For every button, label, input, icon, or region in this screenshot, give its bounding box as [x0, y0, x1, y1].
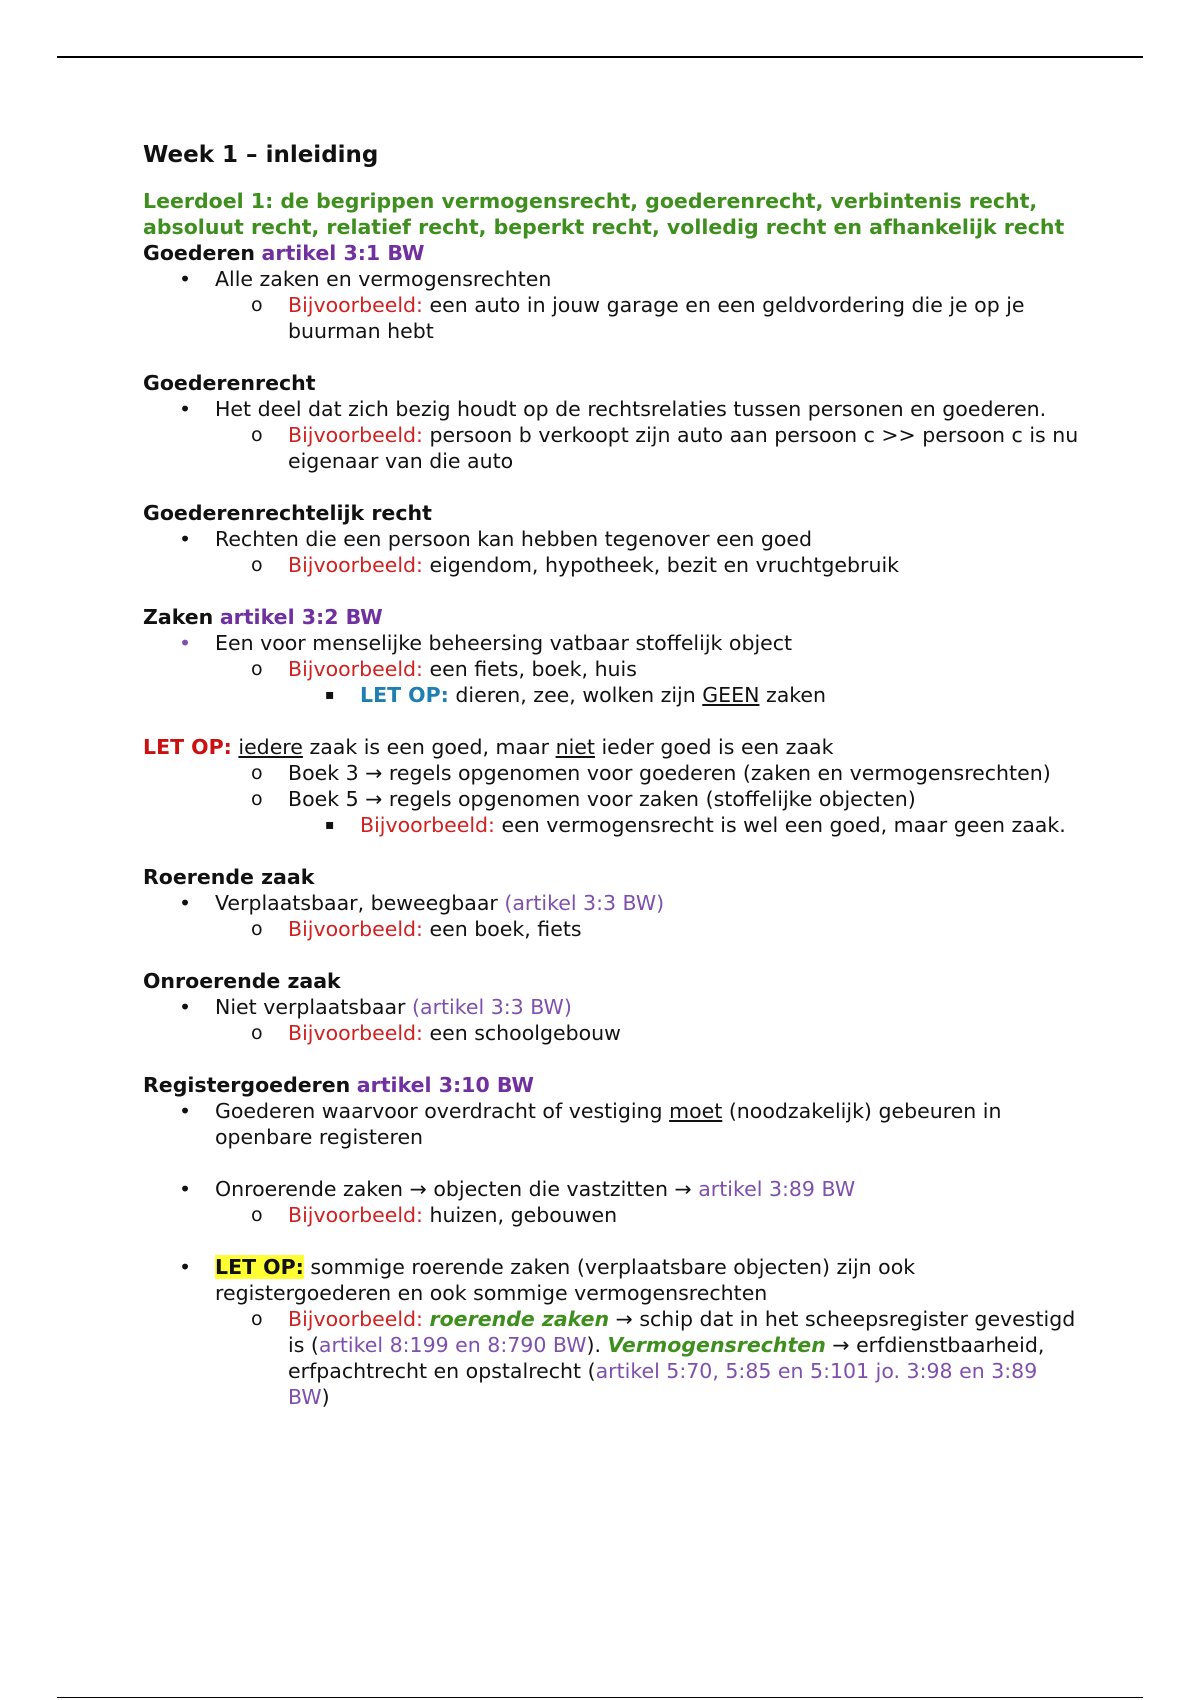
- bullet-icon: •: [179, 891, 192, 915]
- section-roerende-zaak: [143, 864, 1083, 942]
- bullet-icon: •: [179, 397, 192, 421]
- example-label: Bijvoorbeeld:: [288, 657, 423, 681]
- list-item: o Bijvoorbeeld: een auto in jouw garage en een geldvordering die je op je buurman hebt: [251, 293, 1025, 343]
- arrow-icon: →: [409, 1177, 427, 1201]
- list-item: • Alle zaken en vermogensrechten: [179, 267, 552, 291]
- section-title: Goederenrechtelijk recht: [143, 501, 432, 525]
- page-title: Week 1 – inleiding: [143, 142, 379, 168]
- letop-label: LET OP:: [143, 735, 232, 759]
- example-label: Bijvoorbeeld:: [288, 293, 423, 317]
- article-ref: artikel 5:70, 5:85 en 5:101 jo. 3:98 en 3:89 BW: [288, 1359, 1038, 1409]
- section-registergoederen: [143, 1072, 1083, 1410]
- bullet-icon: •: [179, 995, 192, 1019]
- example-label: Bijvoorbeeld:: [288, 1307, 423, 1331]
- bullet-icon: o: [251, 424, 263, 446]
- example-label: Bijvoorbeeld:: [288, 917, 423, 941]
- bottom-rule: [57, 1697, 1143, 1698]
- article-ref: (artikel 3:3 BW): [504, 891, 665, 915]
- section-let-op: LET OP: iedere zaak is een goed, maar niet ieder goed is een zaak o Boek 3 → regels opgenomen voor goederen (zaken en vermogensrechten) o Boek 5 → regels opgenomen voor zaken (stoffelijke objecten) ▪ Bijvoorbeeld: een vermogensrecht is wel een goed, maar geen zaak.: [143, 734, 1083, 838]
- bullet-icon: •: [179, 1255, 192, 1279]
- bullet-icon: ▪: [325, 687, 335, 703]
- article-ref: artikel 3:2 BW: [219, 605, 383, 629]
- section-title: Zaken: [143, 605, 214, 629]
- bullet-icon: o: [251, 788, 263, 810]
- section-title: Onroerende zaak: [143, 969, 341, 993]
- section-zaken: [143, 604, 1083, 708]
- bullet-icon: •: [179, 1099, 192, 1123]
- example-label: Bijvoorbeeld:: [360, 813, 495, 837]
- section-goederenrechtelijk-recht: [143, 500, 1083, 578]
- list-item: • Het deel dat zich bezig houdt op de rechtsrelaties tussen personen en goederen.: [179, 397, 1047, 421]
- arrow-icon: →: [365, 761, 383, 785]
- learning-goal: Leerdoel 1: de begrippen vermogensrecht, goederenrecht, verbintenis recht, absoluut recht, relatief recht, beperkt recht, volledig recht en afhankelijk recht: [143, 189, 1065, 239]
- section-title: Goederenrecht: [143, 371, 316, 395]
- list-item: • Onroerende zaken → objecten die vastzitten → artikel 3:89 BW: [179, 1177, 856, 1201]
- list-item: • Goederen waarvoor overdracht of vestiging moet (noodzakelijk) gebeuren in openbare registeren: [179, 1099, 1002, 1149]
- top-rule: [57, 56, 1143, 58]
- bullet-icon: •: [179, 1177, 192, 1201]
- letop-label: LET OP:: [360, 683, 449, 707]
- list-item: • Niet verplaatsbaar (artikel 3:3 BW): [179, 995, 572, 1019]
- bullet-icon: o: [251, 1204, 263, 1226]
- arrow-icon: →: [615, 1307, 633, 1331]
- section-goederenrecht: [143, 370, 1083, 474]
- section-onroerende-zaak: [143, 968, 1083, 1046]
- bullet-icon: •: [179, 631, 192, 655]
- list-item: ▪ LET OP: dieren, zee, wolken zijn GEEN zaken: [325, 683, 827, 707]
- article-ref: artikel 3:1 BW: [261, 241, 425, 265]
- list-item: • Rechten die een persoon kan hebben tegenover een goed: [179, 527, 813, 551]
- bullet-icon: ▪: [325, 817, 335, 833]
- bullet-icon: o: [251, 658, 263, 680]
- example-label: Bijvoorbeeld:: [288, 1203, 423, 1227]
- letop-highlight: LET OP:: [215, 1255, 304, 1279]
- list-item: o Bijvoorbeeld: een fiets, boek, huis: [251, 657, 637, 681]
- list-item: o Boek 3 → regels opgenomen voor goederen (zaken en vermogensrechten): [251, 761, 1051, 785]
- document-body: [143, 140, 1083, 1410]
- bullet-icon: o: [251, 762, 263, 784]
- bullet-icon: o: [251, 918, 263, 940]
- example-label: Bijvoorbeeld:: [288, 423, 423, 447]
- article-ref: artikel 8:199 en 8:790 BW: [318, 1333, 587, 1357]
- list-item: o Bijvoorbeeld: huizen, gebouwen: [251, 1203, 618, 1227]
- example-label: Bijvoorbeeld:: [288, 553, 423, 577]
- arrow-icon: →: [832, 1333, 850, 1357]
- list-item: o Bijvoorbeeld: een schoolgebouw: [251, 1021, 621, 1045]
- example-label: Bijvoorbeeld:: [288, 1021, 423, 1045]
- article-ref: artikel 3:89 BW: [698, 1177, 856, 1201]
- bullet-icon: o: [251, 294, 263, 316]
- list-item: ▪ Bijvoorbeeld: een vermogensrecht is wel een goed, maar geen zaak.: [325, 813, 1066, 837]
- list-item: o Bijvoorbeeld: persoon b verkoopt zijn auto aan persoon c >> persoon c is nu eigenaar van die auto: [251, 423, 1079, 473]
- bullet-icon: •: [179, 527, 192, 551]
- article-ref: (artikel 3:3 BW): [412, 995, 572, 1019]
- list-item: o Boek 5 → regels opgenomen voor zaken (stoffelijke objecten): [251, 787, 916, 811]
- list-item: o Bijvoorbeeld: roerende zaken → schip dat in het scheepsregister gevestigd is (artikel 8:199 en 8:790 BW). Vermogensrechten → erfdienstbaarheid, erfpachtrecht en opstalrecht (artikel 5:70, 5:85 en 5:101 jo. 3:98 en 3:89 BW): [251, 1307, 1076, 1409]
- list-item: o Bijvoorbeeld: een boek, fiets: [251, 917, 582, 941]
- section-title: Goederen: [143, 241, 255, 265]
- section-title: Registergoederen: [143, 1073, 351, 1097]
- list-item: • Een voor menselijke beheersing vatbaar stoffelijk object: [179, 631, 793, 655]
- bullet-icon: o: [251, 1308, 263, 1330]
- bullet-icon: o: [251, 1022, 263, 1044]
- bullet-icon: o: [251, 554, 263, 576]
- list-item: o Bijvoorbeeld: eigendom, hypotheek, bezit en vruchtgebruik: [251, 553, 900, 577]
- list-item: • Verplaatsbaar, beweegbaar (artikel 3:3 BW): [179, 891, 665, 915]
- bullet-icon: •: [179, 267, 192, 291]
- section-title: Roerende zaak: [143, 865, 315, 889]
- arrow-icon: →: [674, 1177, 692, 1201]
- list-item: • LET OP: sommige roerende zaken (verplaatsbare objecten) zijn ook registergoederen en ook sommige vermogensrechten: [179, 1255, 916, 1305]
- section-goederen: [143, 240, 1083, 344]
- article-ref: artikel 3:10 BW: [356, 1073, 534, 1097]
- arrow-icon: →: [365, 787, 383, 811]
